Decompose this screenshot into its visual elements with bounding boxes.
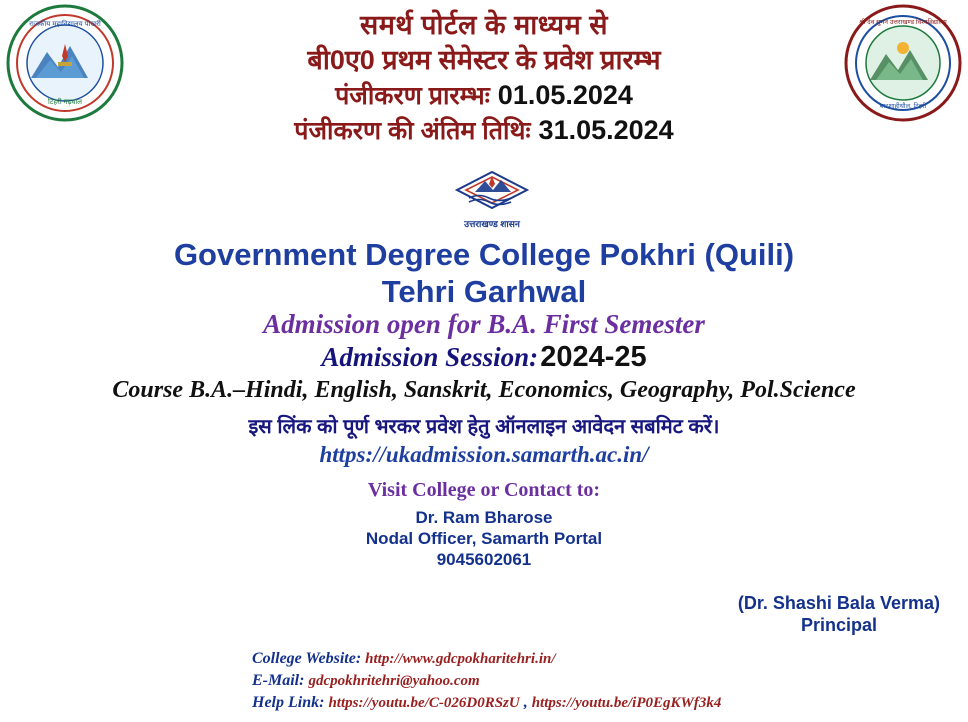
registration-end-row [150, 113, 818, 148]
registration-end-label: पंजीकरण की अंतिम तिथिः [294, 117, 531, 145]
header-hindi-block [150, 8, 818, 148]
principal-designation: Principal [800, 615, 877, 635]
footer-website-label: College Website: [252, 650, 362, 667]
footer-email-label: E-Mail: [252, 672, 305, 689]
registration-start-label: पंजीकरण प्रारम्भः [335, 82, 490, 110]
footer-website-row [252, 648, 721, 670]
uttarakhand-government-emblem [447, 168, 537, 230]
footer-help-row [252, 692, 721, 714]
principal-name: (Dr. Shashi Bala Verma) [737, 593, 940, 613]
header-hindi-line-1: समर्थ पोर्टल के माध्यम से [360, 10, 608, 40]
nodal-officer-name: Dr. Ram Bharose [415, 508, 553, 527]
footer-help-link-2[interactable]: https://youtu.be/iP0EgKWf3k4 [531, 695, 722, 711]
hindi-instruction-text: इस लिंक को पूर्ण भरकर प्रवेश हेतु ऑनलाइन आवेदन सबमिट करें। [248, 416, 720, 438]
college-seal-logo [6, 4, 124, 122]
page-title [0, 236, 968, 310]
nodal-officer-designation: Nodal Officer, Samarth Portal [365, 529, 603, 548]
footer-help-label: Help Link: [252, 694, 325, 711]
svg-text:बादशाहीथौल, टिहरी: बादशाहीथौल, टिहरी [879, 103, 927, 110]
footer-website-link[interactable]: http://www.gdcpokharitehri.in/ [365, 651, 556, 667]
svg-text:टिहरी गढ़वाल: टिहरी गढ़वाल [47, 99, 83, 106]
registration-end-date: 31.05.2024 [538, 115, 674, 145]
principal-signature-block [738, 592, 940, 636]
header-hindi-line-2: बी0ए0 प्रथम सेमेस्टर के प्रवेश प्रारम्भ [307, 45, 661, 75]
nodal-officer-phone: 9045602061 [436, 550, 532, 569]
registration-start-row [150, 78, 818, 113]
college-name-line-1: Government Degree College Pokhri (Quili) [173, 237, 795, 272]
samarth-portal-link[interactable]: https://ukadmission.samarth.ac.in/ [319, 442, 649, 467]
admission-open-text: Admission open for B.A. First Semester [263, 309, 705, 339]
footer-email-address[interactable]: gdcpokhritehri@yahoo.com [308, 673, 480, 689]
footer-help-link-1[interactable]: https://youtu.be/C-026D0RSzU [328, 695, 520, 711]
registration-start-date: 01.05.2024 [497, 80, 633, 110]
course-list-text: Course B.A.–Hindi, English, Sanskrit, Economics, Geography, Pol.Science [112, 377, 856, 403]
visit-college-heading: Visit College or Contact to: [367, 479, 601, 501]
admission-session-row [0, 341, 968, 374]
admission-session-value: 2024-25 [540, 341, 647, 373]
footer-email-row [252, 670, 721, 692]
university-seal-logo [844, 4, 962, 122]
nodal-officer-contact [0, 507, 968, 570]
svg-text:राजकीय महाविद्यालय पोखरी: राजकीय महाविद्यालय पोखरी [29, 21, 101, 28]
svg-text:श्री देव सुमन उत्तराखण्ड विश्व: श्री देव सुमन उत्तराखण्ड विश्वविद्यालय [859, 19, 947, 26]
admission-session-label: Admission Session: [321, 342, 539, 372]
college-name-line-2: Tehri Garhwal [381, 274, 587, 309]
emblem-caption: उत्तराखण्ड शासन [464, 219, 520, 229]
footer-help-separator: , [523, 694, 528, 711]
footer-contact-block [252, 648, 721, 714]
